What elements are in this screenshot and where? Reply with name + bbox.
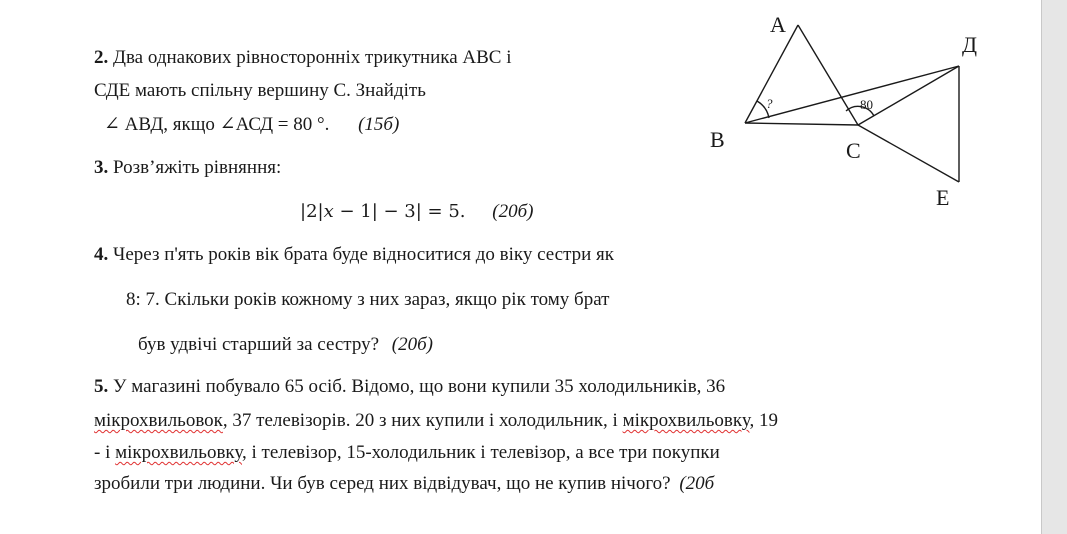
vertex-label-a: А — [770, 12, 786, 37]
problem-5-text-3a: - і — [94, 442, 116, 463]
vertex-label-c: С — [846, 138, 861, 163]
problem-5-text-4: зробили три людини. Чи був серед них відвідувач, що не купив нічого? — [94, 473, 671, 494]
problem-2-line-3 — [104, 113, 399, 137]
problem-5-text-1: У магазині побувало 65 осіб. Відомо, що вони купили 35 холодильників, 36 — [113, 376, 726, 397]
problem-5-line-4 — [94, 472, 714, 496]
angle-label-80: 80 — [860, 97, 873, 112]
problem-3-line-1 — [94, 156, 281, 180]
problem-2-line-1 — [94, 46, 512, 70]
problem-4-text-2: 8: 7. Скільки років кожному з них зараз, якщо рік тому брат — [126, 289, 610, 310]
problem-5-points: (20б — [679, 473, 715, 494]
problem-4-points: (20б) — [391, 334, 433, 355]
problem-2-line-2 — [94, 79, 426, 103]
problem-5-line-1 — [94, 375, 725, 399]
problem-4-text-1: Через п'ять років вік брата буде відноситися до віку сестри як — [113, 244, 614, 265]
problem-4-line-1 — [94, 243, 614, 267]
problem-4-line-2 — [126, 288, 609, 312]
problem-5-text-3b: , і телевізор, 15-холодильник і телевізор, а все три покупки — [242, 442, 720, 463]
spellcheck-word[interactable]: мікрохвильовок — [94, 410, 223, 431]
problem-4-line-3 — [138, 333, 433, 357]
problem-4-text-3: був удвічі старший за сестру? — [138, 334, 379, 355]
vertex-label-b: В — [710, 127, 725, 152]
segment-cd — [858, 66, 959, 125]
spellcheck-word[interactable]: мікрохвильовку — [115, 442, 242, 463]
spellcheck-word[interactable]: мікрохвильовку — [622, 410, 750, 431]
segment-bc — [745, 123, 858, 125]
segment-ac — [798, 25, 858, 125]
problem-5-line-2 — [94, 409, 778, 433]
problem-3-equation: |2|𝑥 − 1| − 3| = 5. — [300, 201, 466, 222]
problem-4-number: 4. — [94, 244, 109, 265]
vertex-label-e: Е — [936, 185, 950, 210]
problem-2-text-2: СДЕ мають спільну вершину С. Знайдіть — [94, 80, 426, 101]
problem-5-text-2a: , 37 телевізорів. 20 з них купили і холодильник, і — [222, 410, 623, 431]
previous-problem-remnant — [140, 0, 430, 2]
problem-5-text-2b: , 19 — [749, 410, 778, 431]
angle-label-unknown: ? — [766, 96, 773, 111]
segment-ce — [858, 125, 959, 182]
problem-5-line-3 — [94, 441, 720, 465]
problem-3-text: Розв’яжіть рівняння: — [113, 157, 282, 178]
problem-3-points: (20б) — [492, 201, 534, 222]
problem-2-text-1: Два однакових рівносторонніх трикутника АВС і — [113, 47, 512, 68]
triangle-figure — [700, 0, 1000, 215]
problem-2-text-3: ∠ АВД, якщо ∠АСД = 80 °. — [104, 114, 330, 135]
problem-2-number: 2. — [94, 47, 109, 68]
problem-5-number: 5. — [94, 376, 109, 397]
page-edge — [1042, 0, 1067, 534]
problem-3-equation-line — [300, 200, 533, 224]
problem-3-number: 3. — [94, 157, 109, 178]
problem-2-points: (15б) — [358, 114, 400, 135]
vertex-label-d: Д — [962, 32, 978, 57]
